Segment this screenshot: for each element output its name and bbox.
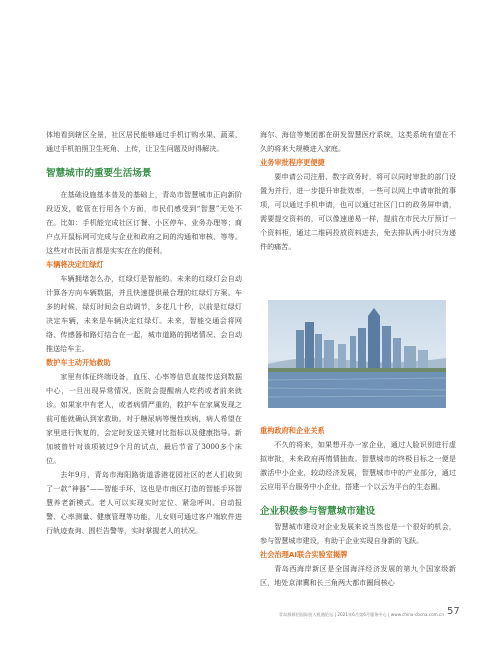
subheading-government: 重构政府和企业关系: [260, 426, 325, 435]
footer-text: 青岛源源招国际投入机遇论坛 | 2021年6月第6月服务中心 | www.china-cbcna.com.cn: [278, 612, 444, 617]
subheading-ambulance: 数护车主动开始救助: [46, 358, 111, 367]
paragraph: 去年9月，青岛市海阳路街道香港花园社区的老人们收到了一款“神器”——智能手环，这也是市南区打造的智能手环智慧养老新模式。老人可以实现实时定位、紧急呼叫、自动报警、心率测量、健康管理等功能，儿女则可通过客户端软件进行轨迹查询、围栏告警等，实时掌握老人的状况。: [46, 470, 242, 535]
paragraph: 车辆拥堵怎么办，红绿灯是智能的。未来的红绿灯会自动计算各方向车辆数据，并且快速提供最合理的红绿灯方案。车多的时候，绿灯时间会自动调节，多花几十秒，以前是红绿灯决定车辆，未来是车辆决定红绿灯。未来，智能交通会将网络、传感器和路灯结合在一起，城市道路的拥堵情况、会自动推送给车主。: [46, 274, 242, 353]
paragraph: 在基础设施基本普及的基础上，青岛市智慧城市正向新阶段迈发，乾管在行用各个方面，市民们感受到“智慧”无处不在。比如：手机能完成社区订餐、小区停车、业务办理等；商户点开鼠标网可完成与企业和政府之间的沟通和审核、等等。这些对市民而言都是实实在在的便利。: [46, 190, 242, 255]
paragraph: 海尔、海信等集团都在研发智慧医疗系统，这类系统有望在不久的将来大规模进入家庭。: [260, 130, 456, 153]
right-column-bottom: [260, 424, 456, 590]
paragraph: 青岛西海岸新区是全国海洋经济发展的第九个国家级新区，地处京津冀和长三角两大都市圈间核心: [260, 564, 456, 587]
paragraph: 智慧城市建设对企业发展来说当然也是一个很好的机会，参与智慧城市建设，有助于企业实现自身新的飞跃。: [260, 522, 456, 545]
city-skyline-photo: [268, 300, 446, 408]
section-heading-smart-life: 智慧城市的重要生活场景: [46, 168, 152, 179]
paragraph: 体地看到辖区全景，社区居民能够通过手机订购水果、蔬菜，通过手机拍照卫生死角、上传，让卫生问题及时得解决。: [46, 130, 242, 153]
section-heading-enterprise: 企业积极参与智慧城市建设: [260, 506, 376, 517]
paragraph: 不久的将来，如果想开办一家企业，通过人脸识别进行虚拟审批，未来政府再惰情抽查。智慧城市的终极目标之一便是激活中小企业，较动经济发展，智慧城市中的产业部分，通过云应用平台服务中小企业，搭建一个以云为平台的生态圈。: [260, 440, 456, 491]
paragraph: 要申请公司注册、数字政务时，将可以同时审批的部门设置为并行，进一步提升审批效率，一些可以网上申请审批的事项，可以通过手机申请，也可以通过社区门口的政务屏申请，需要提交资料的，可以像速递易一样，提前在市民大厅预订一个资料柜，通过二维码投放资料进去，免去排队两小时只为递件的痛苦。: [260, 172, 456, 251]
subheading-approval: 业务审批程序更便捷: [260, 158, 325, 167]
subheading-traffic: 车辆将决定红绿灯: [46, 260, 104, 269]
page-number: 57: [447, 606, 460, 617]
right-column-top: [260, 128, 456, 254]
skyline-illustration: [268, 300, 446, 408]
paragraph: 家里有体征终端设备，血压、心率等信息直接传送到数据中心，一旦出现异常情况，医院会提醒病人吃药或者前来就诊。如果家中有老人，或者病情严重的，救护车在家属发现之前可能就确认到家救助。对于糖尿病等慢性疾病，病人希望在家里进行恢复的，会定时发送关键对比指标以及健康指导。新加坡曾针对该项被过9个月的试点，最后节省了3000多个床位。: [46, 372, 242, 465]
left-column: [46, 128, 242, 538]
subheading-ai-lab: 社会治理AI联合实验室揭牌: [260, 550, 348, 559]
